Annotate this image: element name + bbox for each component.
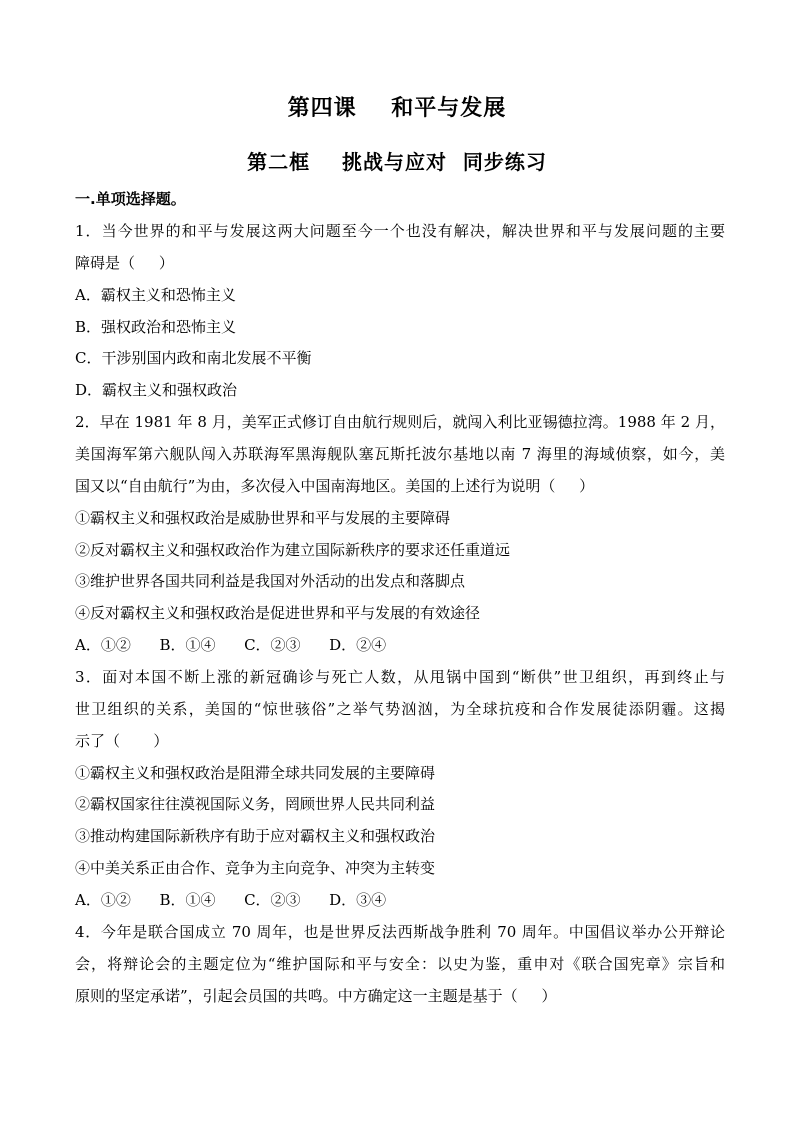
- question-1-option-a: A．霸权主义和恐怖主义: [75, 286, 236, 304]
- question-2-options: A．①② B．①④ C．②③ D．②④: [75, 636, 387, 654]
- question-1-option-c: C．干涉别国内政和南北发展不平衡: [75, 349, 312, 367]
- question-4-stem-line-3: 原则的坚定承诺”，引起会员国的共鸣。中方确定这一主题是基于（ ）: [75, 987, 557, 1005]
- question-2-statement-3: ③维护世界各国共同利益是我国对外活动的出发点和落脚点: [75, 572, 466, 590]
- page-subtitle: 第二框 挑战与应对 同步练习: [247, 150, 547, 174]
- question-4-stem-line-2: 会，将辩论会的主题定位为“维护国际和平与安全：以史为鉴，重申对《联合国宪章》宗旨和: [75, 955, 725, 973]
- question-3-statement-3: ③推动构建国际新秩序有助于应对霸权主义和强权政治: [75, 827, 436, 845]
- question-1-option-b: B．强权政治和恐怖主义: [75, 318, 237, 336]
- question-3-stem-line-3: 示了（ ）: [75, 732, 169, 750]
- question-2-statement-2: ②反对霸权主义和强权政治作为建立国际新秩序的要求还任重道远: [75, 541, 511, 559]
- question-3-stem-line-1: 3．面对本国不断上涨的新冠确诊与死亡人数，从甩锅中国到“断供”世卫组织，再到终止与: [75, 668, 725, 686]
- question-1-option-d: D．霸权主义和强权政治: [75, 381, 238, 399]
- question-1-stem-line-2: 障碍是（ ）: [75, 254, 174, 272]
- question-2-stem-line-3: 国又以“自由航行”为由，多次侵入中国南海地区。美国的上述行为说明（ ）: [75, 477, 595, 495]
- question-3-statement-2: ②霸权国家往往漠视国际义务，罔顾世界人民共同利益: [75, 795, 436, 813]
- page-title: 第四课 和平与发展: [287, 96, 507, 121]
- section-heading: 一.单项选择题。: [75, 190, 186, 208]
- question-2-statement-1: ①霸权主义和强权政治是威胁世界和平与发展的主要障碍: [75, 509, 451, 527]
- question-4-stem-line-1: 4．今年是联合国成立 70 周年，也是世界反法西斯战争胜利 70 周年。中国倡议举办公开辩论: [75, 923, 725, 941]
- question-3-stem-line-2: 世卫组织的关系，美国的“惊世骇俗”之举气势汹汹，为全球抗疫和合作发展徒添阴霾。这揭: [75, 700, 725, 718]
- question-2-statement-4: ④反对霸权主义和强权政治是促进世界和平与发展的有效途径: [75, 604, 481, 622]
- question-3-options: A．①② B．①④ C．②③ D．③④: [75, 891, 387, 909]
- question-2-stem-line-1: 2．早在 1981 年 8 月，美军正式修订自由航行规则后，就闯入利比亚锡德拉湾。1988 年 2 月，: [75, 413, 725, 431]
- question-1-stem-line-1: 1．当今世界的和平与发展这两大问题至今一个也没有解决，解决世界和平与发展问题的主要: [75, 222, 725, 240]
- question-3-statement-4: ④中美关系正由合作、竞争为主向竞争、冲突为主转变: [75, 859, 436, 877]
- question-3-statement-1: ①霸权主义和强权政治是阻滞全球共同发展的主要障碍: [75, 764, 436, 782]
- question-2-stem-line-2: 美国海军第六舰队闯入苏联海军黑海舰队塞瓦斯托波尔基地以南 7 海里的海域侦察，如今，美: [75, 445, 725, 463]
